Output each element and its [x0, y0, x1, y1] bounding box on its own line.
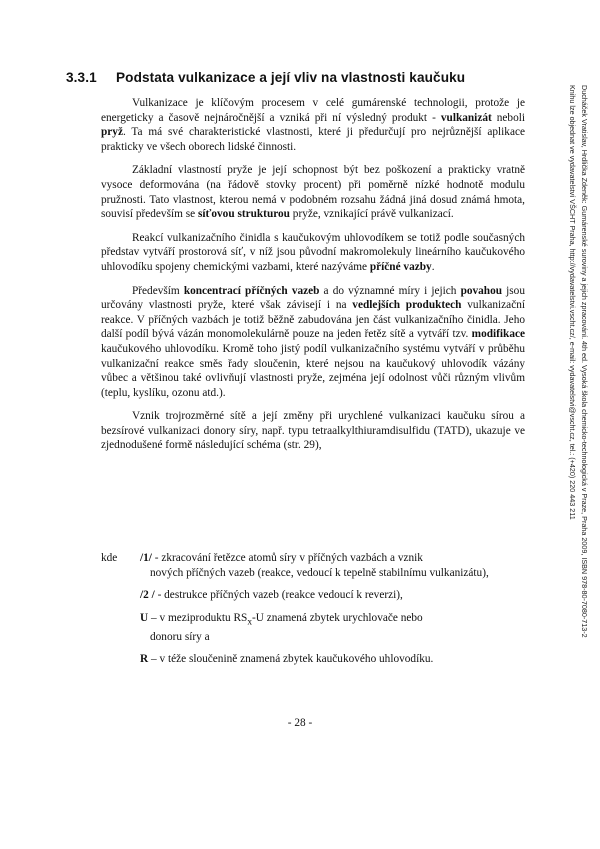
paragraph-text: Reakcí vulkanizačního činidla s kaučukovým uhlovodíkem se totiž podle současných představ vytváří prostorová síť, v níž jsou původní makromolekuly lineárního kaučukového uhlovodíku spojeny chemickými vazbami, které nazýváme [101, 231, 525, 273]
section-heading [66, 70, 546, 85]
paragraph [101, 163, 525, 221]
paragraph-text: Vznik trojrozměrné sítě a její změny při urychlené vulkanizaci kaučuku sírou a bezsírové vulkanizaci donory síry, např. typu tetraalkylthiuramdisulfidu (TATD), ukazuje ve zjednodušené formě následující schéma (str. 29), [101, 410, 525, 452]
emphasized-term: modifikace [471, 328, 525, 341]
paragraph [101, 409, 525, 453]
paragraph-text: Vulkanizace je klíčovým procesem v celé gumárenské technologii, protože je energeticky a časově nejnáročnější a vzniká při ní výsledný produkt - [101, 97, 525, 124]
legend-text: - zkracování řetězce atomů síry v příčných vazbách a vznik [151, 552, 423, 564]
paragraph-text: Základní vlastností pryže je její schopnost být bez poškození a prakticky vratně vysoce deformována (na řádově stovky procent) při poměrně nízké hodnotě modulu pružnosti. Tato vlastnost, kterou nemá v podobném rozsahu žádná jiná dosud známá hmota, souvisí především se [101, 164, 525, 221]
legend-text: – v meziproduktu RS [148, 611, 248, 624]
legend-bullet: R [140, 653, 149, 666]
paragraph [101, 231, 525, 275]
emphasized-term: vulkanizát [440, 111, 492, 124]
legend-continuation: nových příčných vazeb (reakce, vedoucí k tepelně stabilnímu vulkanizátu), [150, 566, 489, 579]
emphasized-term: síťovou strukturou [197, 208, 290, 221]
emphasized-term: vedlejších produktech [352, 299, 462, 312]
emphasized-term: koncentrací příčných vazeb [183, 284, 320, 297]
paragraph [101, 284, 525, 401]
paragraph-text: Především [132, 284, 184, 297]
page-number: - 28 - [287, 717, 313, 729]
paragraph-text: vulkanizační reakce. V příčných vazbách je totiž běžně zabudována jen část vulkanizačního činidla. Jeho další podíl bývá vázán monomolekulárně pouze na jeden řetěz sítě a vytváří tzv. [101, 299, 525, 341]
legend-list [101, 551, 525, 675]
body-paragraphs [101, 96, 525, 462]
legend-subscript: x [247, 617, 253, 628]
paragraph-text: . [431, 260, 435, 273]
legend-item-4 [101, 652, 525, 667]
paragraph-text: . Ta má své charakteristické vlastnosti, které ji předurčují pro nejrůznější aplikace prakticky ve všech oborech lidské činnosti. [101, 126, 525, 153]
citation-sidebar [562, 85, 590, 725]
legend-item-3 [101, 611, 525, 644]
paragraph-text: jsou určovány vlastnosti pryže, které však závisejí i na [101, 284, 525, 312]
paragraph-text: pryže, vznikající právě vulkanizací. [289, 208, 454, 221]
paragraph-text: kaučukového uhlovodíku. Kromě toho jistý podíl vulkanizačního systému vytváří v průběhu vulkanizační reakce směs řady sloučenin, které nejsou na kaučukový uhlovodík vázány vůbec a většinou také ovlivňují vlastnosti pryže, zejména její odolnost vůči různým vlivům (teplu, kyslíku, ozonu atd.). [101, 342, 525, 399]
legend-bullet: /2 / [140, 589, 155, 602]
citation-line: Ducháček Vratislav, Hrdlička Zdeněk: Gumárenské suroviny a jejich zpracování. 4th ed. Vysoká škola chemicko-technologická v Praze, Praha 2009, ISBN 978-80-7080-713-2 [580, 85, 589, 638]
legend-bullet: U [140, 611, 149, 624]
legend-text: - destrukce příčných vazeb (reakce vedoucí k reverzi), [154, 589, 403, 602]
paragraph-text: neboli [491, 111, 526, 124]
paragraph [101, 96, 525, 154]
legend-continuation: donoru síry a [150, 630, 210, 643]
legend-item-1 [101, 551, 525, 580]
legend-item-2 [101, 588, 525, 603]
paragraph-text: a do významné míry i jejich [319, 284, 461, 297]
emphasized-term: pryž [101, 126, 123, 139]
section-title: Podstata vulkanizace a její vliv na vlastnosti kaučuku [116, 70, 466, 85]
ordering-info-line: Knihu lze objednat ve vydavatelství VŠCHT Praha, http://vydavatelstvi.vscht.cz/, e-mail: vydavatelstvi@vscht.cz, tel.: (+420) 220 443 211 [568, 85, 577, 520]
legend-text: – v téže sloučenině znamená zbytek kaučukového uhlovodíku. [148, 653, 434, 666]
legend-lead: kde [101, 552, 118, 564]
legend-bullet: /1/ [140, 552, 152, 564]
emphasized-term: povahou [460, 284, 503, 297]
legend-text-after: -U znamená zbytek urychlovače nebo [252, 611, 423, 624]
emphasized-term: příčné vazby [369, 260, 432, 273]
section-number: 3.3.1 [66, 70, 97, 85]
